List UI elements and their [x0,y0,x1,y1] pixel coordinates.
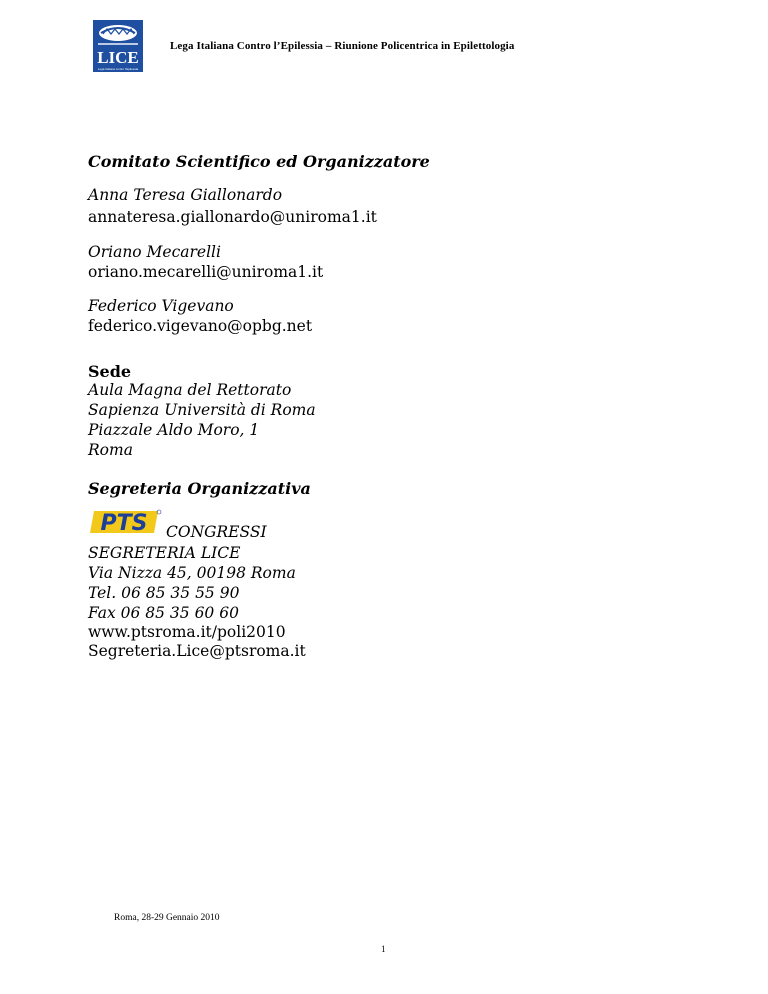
venue-line: Aula Magna del Rettorato [88,381,292,399]
venue-line: Sapienza Università di Roma [88,401,316,419]
secretariat-line: Tel. 06 85 35 55 90 [88,584,240,602]
secretariat-heading: Segreteria Organizzativa [88,479,311,498]
secretariat-website[interactable]: www.ptsroma.it/poli2010 [88,623,286,641]
pts-company-suffix: CONGRESSI [166,523,267,541]
venue-line: Piazzale Aldo Moro, 1 [88,421,260,439]
venue-line: Roma [88,441,133,459]
pts-logo [88,508,162,534]
secretariat-email[interactable]: Segreteria.Lice@ptsroma.it [88,642,306,660]
member-name: Federico Vigevano [88,297,234,315]
secretariat-line: SEGRETERIA LICE [88,544,241,562]
page-number: 1 [381,944,386,954]
lice-logo-text: LICE [97,48,139,67]
header-title: Lega Italiana Contro l’Epilessia – Riunione Policentrica in Epilettologia [170,40,515,52]
committee-heading: Comitato Scientifico ed Organizzatore [88,152,430,171]
secretariat-line: Via Nizza 45, 00198 Roma [88,564,296,582]
pts-logo-text: PTS [100,511,148,534]
member-email: annateresa.giallonardo@uniroma1.it [88,208,377,226]
secretariat-line: Fax 06 85 35 60 60 [88,604,239,622]
venue-heading: Sede [88,362,132,381]
member-email: federico.vigevano@opbg.net [88,317,313,335]
member-name: Anna Teresa Giallonardo [88,186,283,204]
lice-logo [93,20,143,72]
member-name: Oriano Mecarelli [88,243,221,261]
footer-date: Roma, 28-29 Gennaio 2010 [114,913,220,923]
member-email: oriano.mecarelli@uniroma1.it [88,263,324,281]
lice-logo-subtext: Lega Italiana contro l'Epilessia [97,67,139,71]
